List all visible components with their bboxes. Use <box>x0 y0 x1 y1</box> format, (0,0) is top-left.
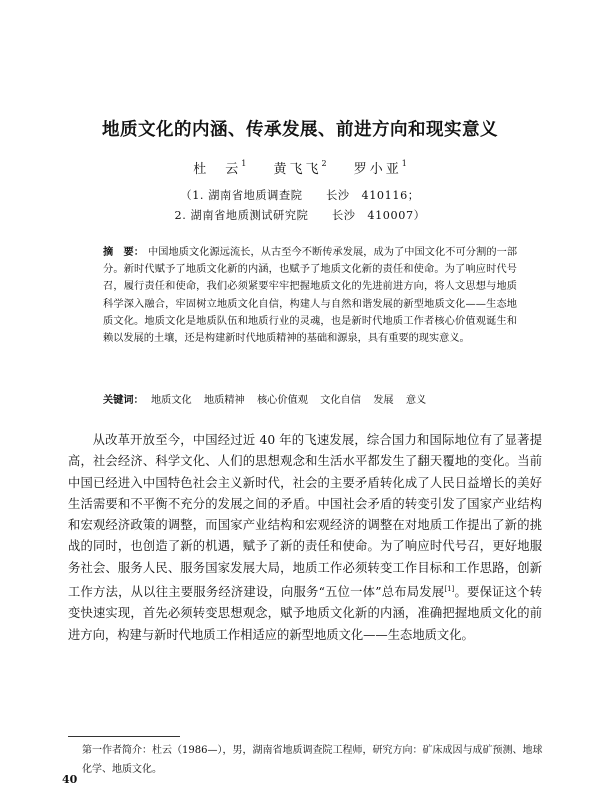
author-affil-mark: 1 <box>241 158 247 168</box>
keywords <box>103 394 523 408</box>
author-affil-mark: 1 <box>401 158 407 168</box>
author-name: 黄飞飞 <box>273 162 322 177</box>
keywords-label: 关键词： <box>103 395 144 406</box>
keyword: 地质精神 <box>204 395 245 406</box>
author-footnote: 第一作者简介：杜云（1986—），男，湖南省地质调查院工程师，研究方向：矿床成因与成矿预测、地球化学、地质文化。 <box>82 745 543 775</box>
keyword: 文化自信 <box>320 395 361 406</box>
page-number: 40 <box>62 773 78 786</box>
body-text-part-1: 从改革开放至今，中国经过近 40 年的飞速发展，综合国力和国际地位有了显著提高，社会经济、科学文化、人们的思想观念和生活水平都发生了翻天覆地的变化。当前中国已经进入中国特色社会主义新时代，社会的主要矛盾转化成了人民日益增长的美好生活需要和不平衡不充分的发展之间的矛盾。中国社会矛盾的转变引发了国家产业结构和宏观经济政策的调整，而国家产业结构和宏观经济的调整在对地质工作提出了新的挑战的同时，也创造了新的机遇，赋予了新的责任和使命。为了响应时代号召，更好地服务社会、服务人民、服务国家发展大局，地质工作必须转变工作目标和工作思路，创新工作方法，从以往主要服务经济建设，向服务“五位一体”总布局发展 <box>68 433 542 600</box>
article-title: 地质文化的内涵、传承发展、前进方向和现实意义 <box>102 120 498 140</box>
citation-marker: [1] <box>444 585 455 594</box>
body-paragraph <box>68 430 542 646</box>
keyword: 地质文化 <box>151 395 192 406</box>
abstract <box>103 244 517 347</box>
keyword: 发展 <box>373 395 394 406</box>
affiliation-2: 2. 湖南省地质测试研究院 长沙 410007） <box>174 209 426 222</box>
author-list <box>0 158 600 177</box>
abstract-text: 中国地质文化源远流长，从古至今不断传承发展，成为了中国文化不可分割的一部分。新时代赋予了地质文化新的内涵，也赋予了地质文化新的责任和使命。为了响应时代号召，履行责任和使命，我们必须紧要牢牢把握地质文化的先进前进方向，将人文思想与地质科学深入融合，牢固树立地质文化自信，构建人与自然和谐发展的新型地质文化——生态地质文化。地质文化是地质队伍和地质行业的灵魂，也是新时代地质工作者核心价值观诞生和赖以发展的土壤，还是构建新时代地质精神的基础和源泉，具有重要的现实意义。 <box>103 247 518 345</box>
author-name: 罗小亚 <box>353 162 402 177</box>
abstract-label: 摘 要： <box>103 247 145 258</box>
author-name: 杜 云 <box>193 162 242 177</box>
footnote-divider <box>68 736 180 737</box>
keyword: 核心价值观 <box>257 395 308 406</box>
keyword: 意义 <box>405 395 427 406</box>
author <box>193 158 247 177</box>
author-affil-mark: 2 <box>321 158 327 168</box>
author <box>353 158 407 177</box>
affiliation-1: （1. 湖南省地质调查院 长沙 410116； <box>180 189 420 202</box>
author <box>273 158 327 177</box>
body-text-part-2: 。要保证这个转变快速实现，首先必须转变思想观念，赋予地质文化新的内涵，准确把握地质文化的前进方向，构建与新时代地质工作相适应的新型地质文化——生态地质文化。 <box>68 585 542 642</box>
